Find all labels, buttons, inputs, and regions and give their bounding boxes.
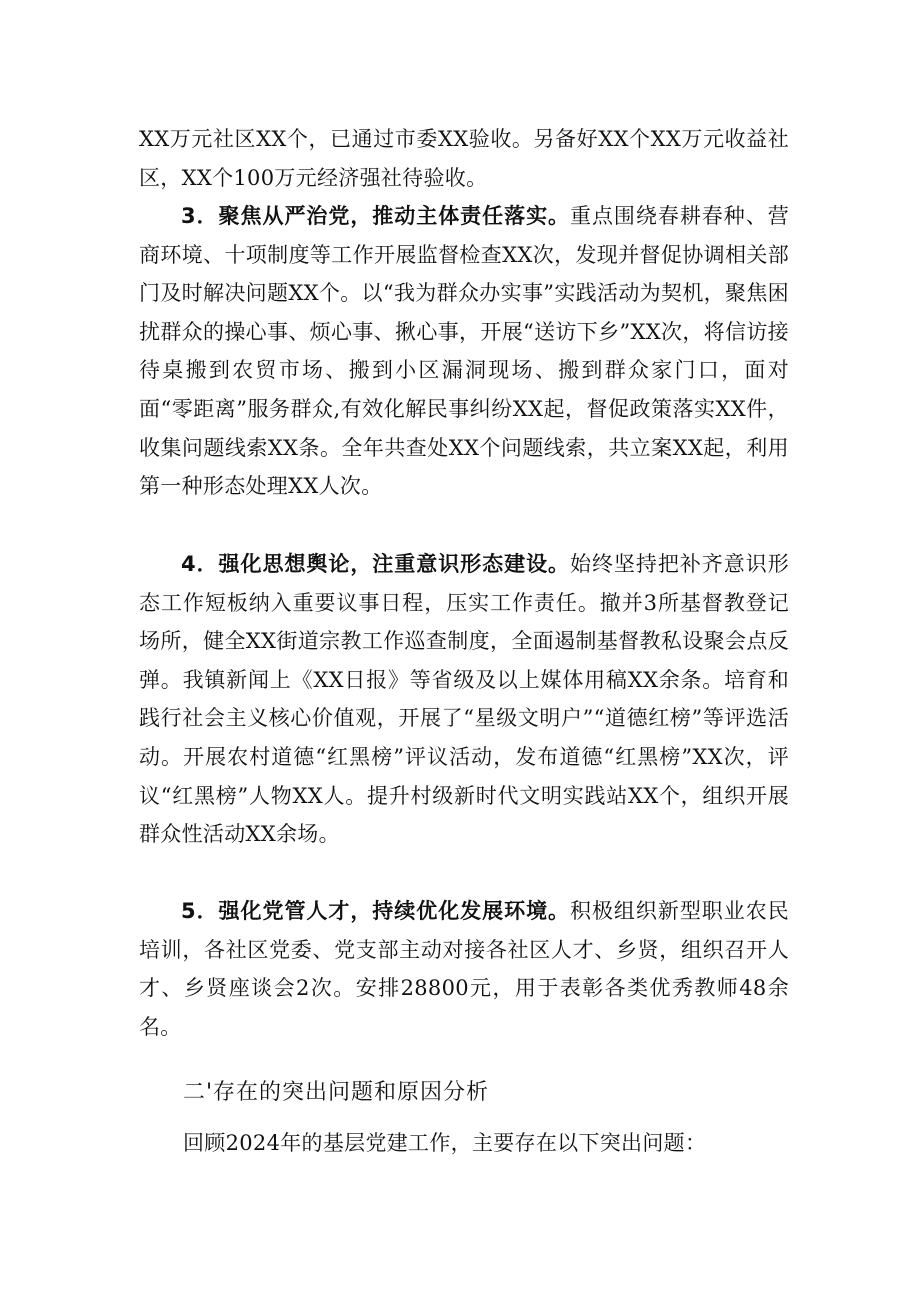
paragraph-5	[139, 892, 789, 1046]
paragraph-lead: 5．强化党管人才，持续优化发展环境。	[181, 899, 570, 923]
paragraph-text: 重点围绕春耕春种、营商环境、十项制度等工作开展监督检查XX次，发现并督促协调相关部门及时解决问题XX个。以“我为群众办实事”实践活动为契机，聚焦困扰群众的操心事、烦心事、揪心事，开展“送访下乡”XX次，将信访接待桌搬到农贸市场、搬到小区漏洞现场、搬到群众家门口，面对面“零距离”服务群众,有效化解民事纠纷XX起，督促政策落实XX件，收集问题线索XX条。全年共查处XX个问题线索，共立案XX起，利用第一种形态处理XX人次。	[139, 204, 789, 499]
paragraph-text: 积极组织新型职业农民培训，各社区党委、党支部主动对接各社区人才、乡贤，组织召开人才、乡贤座谈会2次。安排28800元，用于表彰各类优秀教师48余名。	[139, 899, 789, 1039]
paragraph-lead: 4．强化思想舆论，注重意识形态建设。	[181, 552, 570, 576]
section-intro: 回顾2024年的基层党建工作，主要存在以下突出问题：	[183, 1131, 707, 1155]
paragraph-text: 始终坚持把补齐意识形态工作短板纳入重要议事日程，压实工作责任。撤并3所基督教登记场所，健全XX街道宗教工作巡查制度，全面遏制基督教私设聚会点反弹。我镇新闻上《XX日报》等省级及以上媒体用稿XX余条。培育和践行社会主义核心价值观，开展了“星级文明户”“道德红榜”等评选活动。开展农村道德“红黑榜”评议活动，发布道德“红黑榜”XX次，评议“红黑榜”人物XX人。提升村级新时代文明实践站XX个，组织开展群众性活动XX余场。	[139, 552, 789, 847]
paragraph-continuation	[139, 120, 789, 197]
paragraph-3	[139, 197, 789, 506]
paragraph-lead: 3．聚焦从严治党，推动主体责任落实。	[181, 204, 570, 228]
paragraph-4	[139, 545, 789, 854]
section-heading: 二'存在的突出问题和原因分析	[183, 1080, 490, 1105]
paragraph-text: XX万元社区XX个，已通过市委XX验收。另备好XX个XX万元收益社区，XX个100万元经济强社待验收。	[139, 127, 789, 190]
